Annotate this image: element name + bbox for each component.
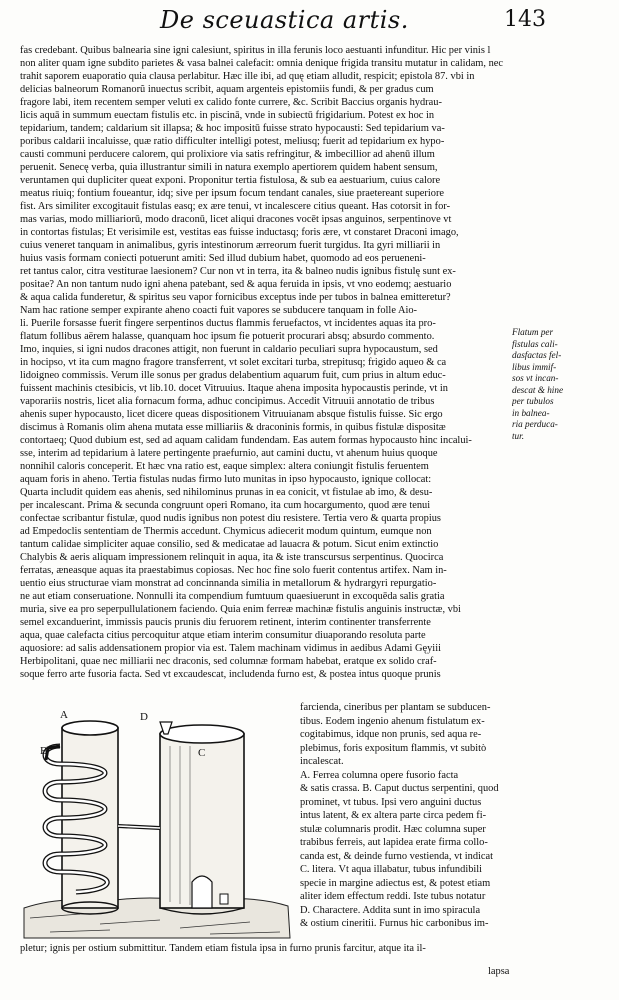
caption-line: prominet, vt tubus. Ipsi vero anguini ductus bbox=[300, 796, 482, 808]
caption-line: A. Ferrea columna opere fusorio facta bbox=[300, 769, 459, 781]
caption-line: & satis crassa. B. Caput ductus serpentini, quod bbox=[300, 783, 499, 794]
caption-line: incalescat. bbox=[300, 756, 344, 767]
text-line: trahit saporem euaporatio quia clausa perlabitur. Hæc ille ibi, ad quę etiam alludit, respicit; epistola 87. vbi in bbox=[20, 71, 475, 82]
text-line: tepidarium, tandem; caldarium sit illapsa; & hoc impositū fuisse strato hypocausti: Sed tepidarium va- bbox=[20, 123, 445, 134]
text-line: uentio eius structurae viam monstrat ad concinnanda similia in metallorum & hydrargyri repurgatio- bbox=[20, 578, 437, 589]
text-line: Chalybis & aeris aliquam impressionem relinquit in aqua, ita & iste transcursus serpentinus. Quocirca bbox=[20, 552, 444, 563]
text-line: licis aquā in summum euectam fistulis etc. in piscinā, vnde in subiectū frigidarium. Potest ex hoc in bbox=[20, 110, 435, 121]
caption-line: canda est, & deinde furno vestienda, vt indicat bbox=[300, 850, 494, 862]
marginal-note-line: dasfactas fel- bbox=[512, 350, 562, 360]
text-line: contortaeq; Quod dubium est, sed ad aquam calidam fundendam. Eas autem formas hypocausto hinc incalui- bbox=[20, 435, 472, 446]
caption-line: cogitabimus, idque non prunis, sed aqua re- bbox=[300, 729, 482, 740]
page-header bbox=[160, 6, 546, 36]
furnace-woodcut-illustration bbox=[20, 706, 296, 941]
text-line: veruntamen qui dupliciter queat exponi. Proponitur tertia fistulosa, & sub ea aestuarium, cuius calore bbox=[20, 175, 441, 186]
caption-line: specie in margine adiectus est, & potest etiam bbox=[300, 877, 491, 889]
text-line: lidoigneo commissis. Verum ille sonus per gradus delabentium aquarum fuit, cum prius in altum educ- bbox=[20, 370, 446, 381]
text-line: fuissent machinis ctesibicis, vt lib.10. docet Vitruuius. Itaque ahena imposita hypocaustis perinde, vt in bbox=[20, 383, 449, 394]
text-line: ret tantus calor, citra vestiturae laesionem? Cur non vt in terra, ita & balneo nudis ignibus fistulę sunt ex- bbox=[20, 266, 456, 277]
text-line: Nam hac ratione semper expirante aheno coacti fuit vapores se subducere tanquam in folle Aio- bbox=[20, 305, 417, 316]
figure-label-d: D bbox=[140, 711, 148, 723]
text-line: vaporariis nostris, licet alia fornacum forma, adhuc concipimus. Accedit Vitruuii annotatio de tribus bbox=[20, 396, 435, 407]
text-line: sse, interim ad tepidarium à latere pertingente praefurnio, aut camini ductu, vt ahenum huius quoque bbox=[20, 448, 438, 459]
figure-label-c: C bbox=[198, 747, 206, 759]
text-line: huius vasis formam coniecti potuerunt amiti: Sed illud dubium habet, quomodo ad eos perueneni- bbox=[20, 253, 426, 264]
text-line: Imo, inquies, si igni nudos dracones attigit, non fuerunt in caldario peculiari supra hypocaustum, sed bbox=[20, 344, 438, 355]
marginal-note-line: tur. bbox=[512, 430, 524, 441]
footer-line: pletur; ignis per ostium submittitur. Tandem etiam fistula ipsa in furno prunis farcitur, atque ita il- bbox=[20, 943, 426, 954]
figure-label-b: B bbox=[40, 745, 48, 757]
text-line: tantum calidae simpliciter aquae consilio, sed & medicatae ad lauacra & potum. Sicut enim extinctio bbox=[20, 539, 439, 550]
text-line: ne aut etiam conseruatione. Nonnulli ita compendium fumtuum quaesiuerunt in excoquēda salis gratia bbox=[20, 591, 445, 602]
text-line: ferratas, æneasque aquas ita praestabimus copiosas. Nec hoc fine solo fuerit contentus artifex. Nam in- bbox=[20, 565, 447, 576]
text-line: fragore labi, item recentem semper veluti ex calido fonte currere, &c. Scribit Baccius organis hydrau- bbox=[20, 97, 442, 108]
caption-line: farcienda, cineribus per plantam se subducen- bbox=[300, 702, 491, 713]
marginal-note-line: fistulas cali- bbox=[512, 338, 558, 349]
text-line: flatum follibus aërem halasse, quanquam hoc ipsum fie potuerit procurari absq; absurdo commento. bbox=[20, 331, 435, 342]
marginal-note-line: ria perduca- bbox=[512, 419, 558, 429]
text-line: delicias balneorum Romanorũ inuectus scribit, aquam argenteis epistomiis fundi, & per gradus cum bbox=[20, 84, 434, 95]
text-line: discimus à Romanis olim ahena mutata esse milliariis & draconinis formis, in quibus fistulæ dispositæ bbox=[20, 422, 446, 433]
caption-line: trabibus ferreis, aut lapidea erate firma collo- bbox=[300, 837, 488, 848]
text-line: muria, sive ea pro seperpullulationem faciendo. Quia enim ferreæ machinæ fistulis anguinis instructæ, vbi bbox=[20, 604, 461, 615]
main-text-block bbox=[20, 44, 508, 681]
text-line: Herbipolitani, quae nec milliarii nec draconis, sed columnæ formam habebat, eratque ex solido craf- bbox=[20, 656, 437, 667]
caption-line: aliter idem effectum reddi. Iste tubus notatur bbox=[300, 891, 486, 902]
text-line: positae? An non tantum nudo igni ahena patebant, sed & aqua feruida in ipsis, vt vno eodemq; aestuario bbox=[20, 279, 452, 290]
text-line: & aqua calida funderetur, & spiritus seu vapor fornicibus exceptus inde per tubos in balnea emitteretur? bbox=[20, 292, 451, 303]
text-line: soque ferro arte fusoria facta. Sed vt excaudescat, includenda furno est, & postea intus quoque prunis bbox=[20, 669, 441, 680]
text-line: aquam foris in aheno. Tertia fistulas nudas firmo luto munitas in ipso hypocausto, ignique collocat: bbox=[20, 474, 432, 485]
text-line: poribus caldarii incaluisse, quæ ratio difficulter intelligi potest, meliusq; fuerit ad tepidarium ex hypo- bbox=[20, 136, 445, 147]
marginal-note-line: libus immif- bbox=[512, 361, 557, 372]
text-line: in hocipso, vt ita cum magno fragore transferrent, vt solet excitari turba, strepitusq; frigido aqueo & ca bbox=[20, 357, 447, 368]
footer-text bbox=[20, 942, 516, 955]
text-line: mas varias, modo milliariorū, modo draconū, licet aliqui dracones vocēt ipsas anguinos, serpentinove vt bbox=[20, 214, 452, 225]
text-line: ad Empedoclis sententiam de Thermis accedunt. Chymicus adiecerit modum quintum, eumque non bbox=[20, 526, 432, 537]
text-line: peruenit. Senecę verba, quia illustrantur simili in natura exemplo apertiorem quidem habent sensum, bbox=[20, 162, 438, 173]
caption-line: tibus. Eodem ingenio ahenum fistulatum ex- bbox=[300, 715, 485, 727]
marginal-note bbox=[512, 327, 614, 442]
text-line: semel excanduerint, immissis paucis prunis diu feruorem retinent, interim continenter transferrente bbox=[20, 617, 431, 628]
text-line: li. Puerile forsasse fuerit fingere serpentinos ductus flammis feruefactos, vt incidentes aquas ita pro- bbox=[20, 318, 436, 329]
text-line: per incalescant. Prima & secunda congruunt operi Romano, ita cum hocargumento, quod ære tenui bbox=[20, 500, 431, 511]
text-line: fas credebant. Quibus balnearia sine igni calesiunt, spiritus in illa ferunis loco aestuanti infunditur. Hic per vinis l bbox=[20, 45, 491, 56]
text-line: cuius veneret tanquam in animalibus, gyris intestinorum ærreorum fuerit turgidus. Ita gyri milliarii in bbox=[20, 240, 441, 251]
text-line: meatus riuiq; fontium foueantur, idq; sive per ipsum focum tendant canales, siue praetereant superiore bbox=[20, 188, 445, 199]
marginal-note-line: in balnea- bbox=[512, 407, 550, 418]
text-line: aquosiore: ad salis addensationem propior via est. Talem machinam vidimus in aedibus Adami Gęyiii bbox=[20, 643, 441, 654]
text-line: causti communi perducere calorem, qui prolixiore via satis refringitur, & imbecillior ad ahenū illum bbox=[20, 149, 435, 160]
caption-line: & ostium cineritii. Furnus hic carbonibus im- bbox=[300, 918, 489, 929]
text-line: fist. Ars similiter excogitauit fistulas easq; ex ære tenui, vt incalescere citius queant. Has cotorsit in for- bbox=[20, 201, 451, 212]
text-line: Quarta includit quidem eas ahenis, sed nihilominus prunas in ea conicit, vt fistulae ab imo, & desu- bbox=[20, 487, 433, 498]
page-number: 143 bbox=[504, 7, 546, 32]
caption-line: D. Charactere. Addita sunt in imo spiracula bbox=[300, 904, 481, 916]
text-line: nonnihil caloris conceperit. Et hæc vna ratio est, eaque simplex: altera coniungit fistulis feruentem bbox=[20, 461, 429, 472]
marginal-note-line: per tubulos bbox=[512, 396, 554, 406]
text-line: ahenis super hypocausto, licet dicere queas dispositionem Vitruuianam absque fistulis fuisse. Sic ergo bbox=[20, 409, 443, 420]
marginal-note-line: sos vt incan- bbox=[512, 373, 559, 383]
caption-line: C. litera. Vt aqua illabatur, tubus infundibili bbox=[300, 864, 483, 875]
text-line: aqua, quae calefacta citius percoquitur atque etiam interim consumitur diuaporando resoluta parte bbox=[20, 630, 426, 641]
marginal-note-line: descat & hine bbox=[512, 384, 564, 395]
figure-caption bbox=[300, 701, 516, 931]
caption-line: stulæ columnaris prodit. Hæc columna super bbox=[300, 823, 486, 835]
text-line: in contortas fistulas; Et verisimile est, vestitas eas fuisse inductasq; foris ære, vt constaret Draconi imago, bbox=[20, 227, 459, 238]
figure-label-a: A bbox=[60, 709, 68, 721]
text-line: confectae scribantur fistulæ, quod nudis ignibus non potest diu resistere. Tertia vero & quarta propius bbox=[20, 513, 441, 524]
caption-line: plebimus, foris expositum flammis, vt subitò bbox=[300, 742, 487, 754]
catchword: lapsa bbox=[488, 966, 510, 977]
marginal-note-line: Flatum per bbox=[512, 327, 554, 337]
running-title: De sceuastica artis. bbox=[160, 6, 409, 34]
text-line: non aliter quam igne subdito parietes & vasa balnei calefacit: omnia denique frigida transitu mutatur in calidam, nec bbox=[20, 58, 504, 69]
caption-line: intus latent, & ex altera parte circa pedem fi- bbox=[300, 810, 487, 821]
